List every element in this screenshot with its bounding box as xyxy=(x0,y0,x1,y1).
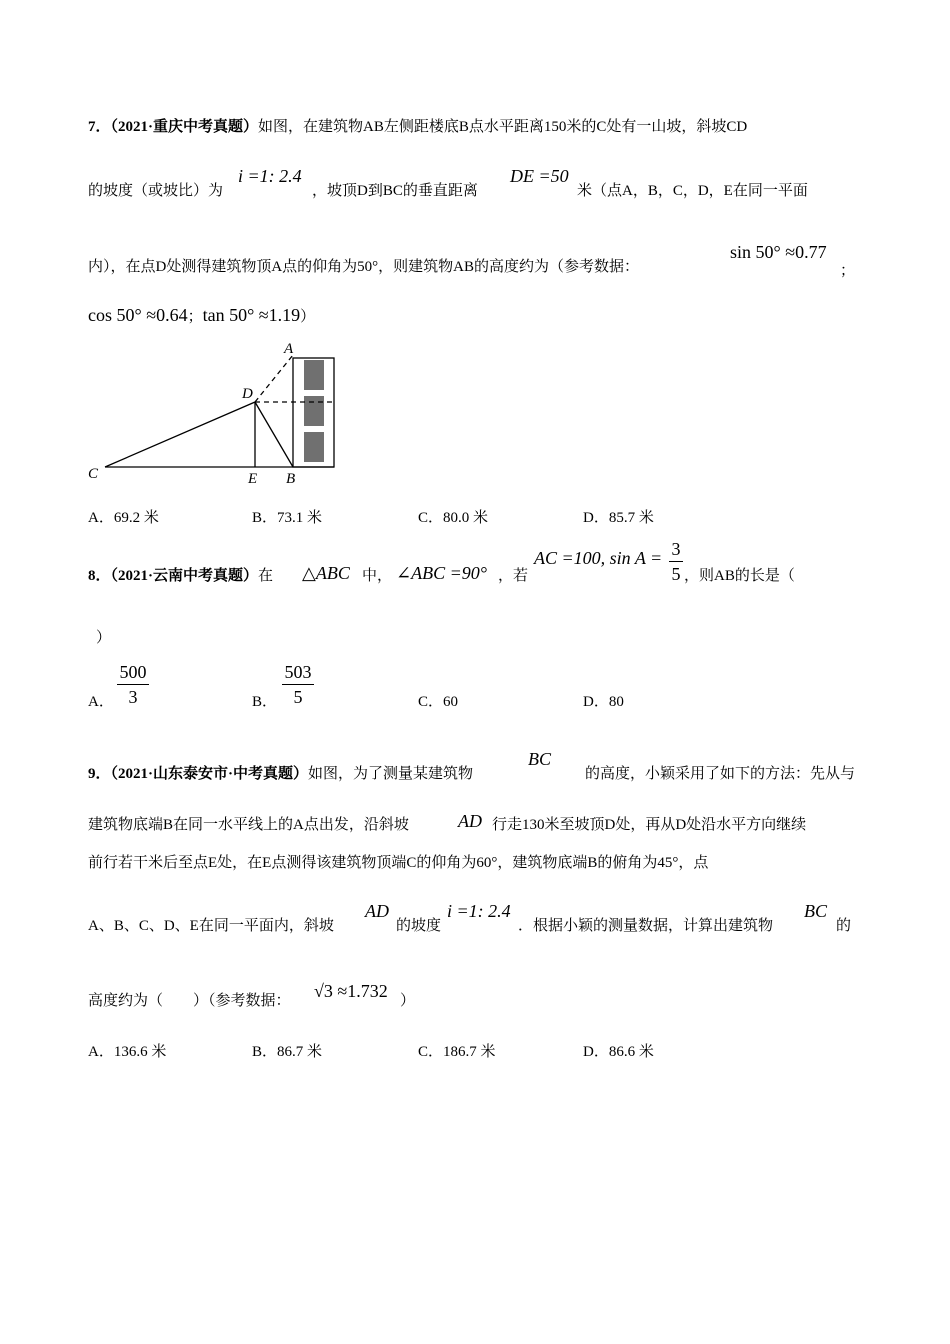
q8-triangle: △ABC xyxy=(302,563,350,583)
q8-text-2: ） xyxy=(96,630,112,646)
q9-text-3: 前行若干米后至点E处，在E点测得该建筑物顶端C的仰角为60°，建筑物底端B的俯角为45°，点 xyxy=(88,855,709,871)
q9-number: 9． xyxy=(88,766,111,782)
label-e: E xyxy=(248,471,258,487)
segment-db xyxy=(255,402,293,467)
q9-text-4d: 的 xyxy=(836,918,852,934)
q7-text-1: 如图，在建筑物AB左侧距楼底B点水平距离150米的C处有一山坡，斜坡CD xyxy=(258,119,748,135)
q8-option-b-numerator: 503 xyxy=(284,662,312,682)
q9-option-c[interactable]: C．186.7 米 xyxy=(418,1044,496,1060)
q8-option-a-numerator: 500 xyxy=(119,662,147,682)
q8-fraction-numerator: 3 xyxy=(671,539,681,559)
q8-condition: AC =100, sin A = xyxy=(534,548,663,568)
q7-option-d[interactable]: D．85.7 米 xyxy=(583,510,654,526)
label-d: D xyxy=(242,386,253,402)
label-c: C xyxy=(88,466,99,482)
q8-text-1c: ，若 xyxy=(498,568,529,584)
slope-cd xyxy=(105,402,255,467)
sight-line-da xyxy=(255,355,293,402)
q9-text-1b: 的高度，小颖采用了如下的方法：先从与 xyxy=(585,766,856,782)
q9-text-5a: 高度约为（ ）（参考数据： xyxy=(88,993,291,1009)
q7-source-tag: （2021·重庆中考真题） xyxy=(110,119,259,135)
q9-text-4b: 的坡度 xyxy=(396,918,442,934)
q9-ad-label-2: AD xyxy=(365,901,389,921)
q8-condition-fraction xyxy=(669,540,683,583)
q7-tan-value: tan 50° ≈1.19 xyxy=(202,305,301,325)
label-b: B xyxy=(286,471,296,487)
label-a: A xyxy=(284,341,294,357)
q9-ad-label: AD xyxy=(458,811,482,831)
q7-slope-formula: i =1: 2.4 xyxy=(238,166,302,186)
q7-text-2a: 的坡度（或坡比）为 xyxy=(88,183,224,199)
q9-option-b[interactable]: B．86.7 米 xyxy=(252,1044,323,1060)
q7-close-paren: ） xyxy=(300,309,316,325)
q9-text-1a: 如图，为了测量某建筑物 xyxy=(308,766,474,782)
q7-semicolon: ； xyxy=(840,263,856,279)
q9-sqrt-value: √3 ≈1.732 xyxy=(314,981,388,1001)
q8-option-b-fraction[interactable] xyxy=(282,663,314,706)
q7-separator: ； xyxy=(187,309,203,325)
q9-text-2b: 行走130米至坡顶D处，再从D处沿水平方向继续 xyxy=(492,817,807,833)
q8-fraction-denominator: 5 xyxy=(671,564,681,584)
building-window-bottom xyxy=(304,432,324,462)
q8-option-a-label[interactable]: A． xyxy=(88,694,114,710)
q9-option-d[interactable]: D．86.6 米 xyxy=(583,1044,654,1060)
q7-de-formula: DE =50 xyxy=(510,166,569,186)
q8-text-1d: ，则AB的长是（ xyxy=(684,568,795,584)
building-window-top xyxy=(304,360,324,390)
q7-sin-value: sin 50° ≈0.77 xyxy=(730,242,827,262)
q9-text-4c: ．根据小颖的测量数据，计算出建筑物 xyxy=(518,918,774,934)
q7-option-c[interactable]: C．80.0 米 xyxy=(418,510,489,526)
q8-option-d[interactable]: D．80 xyxy=(583,694,624,710)
q9-text-5b: ） xyxy=(400,993,416,1009)
q7-option-b[interactable]: B．73.1 米 xyxy=(252,510,323,526)
building-window-middle xyxy=(304,396,324,426)
q7-diagram xyxy=(80,335,350,490)
q8-text-1b: 中， xyxy=(362,568,393,584)
q9-bc-label-2: BC xyxy=(804,901,828,921)
q9-bc-label: BC xyxy=(528,749,552,769)
q9-text-4a: A、B、C、D、E在同一平面内，斜坡 xyxy=(88,918,334,934)
q9-slope-formula: i =1: 2.4 xyxy=(447,901,511,921)
q8-option-a-denominator: 3 xyxy=(128,687,138,707)
q7-text-2b: ，坡顶D到BC的垂直距离 xyxy=(312,183,478,199)
q8-option-c[interactable]: C．60 xyxy=(418,694,459,710)
q9-source-tag: （2021·山东泰安市·中考真题） xyxy=(110,766,309,782)
q8-angle: ∠ABC =90° xyxy=(396,563,487,583)
q9-line-1 xyxy=(88,765,473,783)
q9-option-a[interactable]: A．136.6 米 xyxy=(88,1044,167,1060)
q7-option-a[interactable]: A．69.2 米 xyxy=(88,510,159,526)
q7-text-2c: 米（点A，B，C，D，E在同一平面 xyxy=(577,183,808,199)
q8-text-1a: 在 xyxy=(258,568,274,584)
q7-number: 7． xyxy=(88,119,111,135)
q7-cos-value: cos 50° ≈0.64 xyxy=(88,305,188,325)
q8-option-a-fraction[interactable] xyxy=(117,663,149,706)
q8-number: 8． xyxy=(88,568,111,584)
q7-line-4 xyxy=(88,305,315,327)
q7-line-1 xyxy=(88,118,747,136)
q8-option-b-label[interactable]: B． xyxy=(252,694,278,710)
q8-line-1 xyxy=(88,567,273,585)
q9-text-2a: 建筑物底端B在同一水平线上的A点出发，沿斜坡 xyxy=(88,817,409,833)
q8-source-tag: （2021·云南中考真题） xyxy=(110,568,259,584)
q8-option-b-denominator: 5 xyxy=(293,687,303,707)
q7-text-3: 内），在点D处测得建筑物顶A点的仰角为50°，则建筑物AB的高度约为（参考数据： xyxy=(88,259,640,275)
